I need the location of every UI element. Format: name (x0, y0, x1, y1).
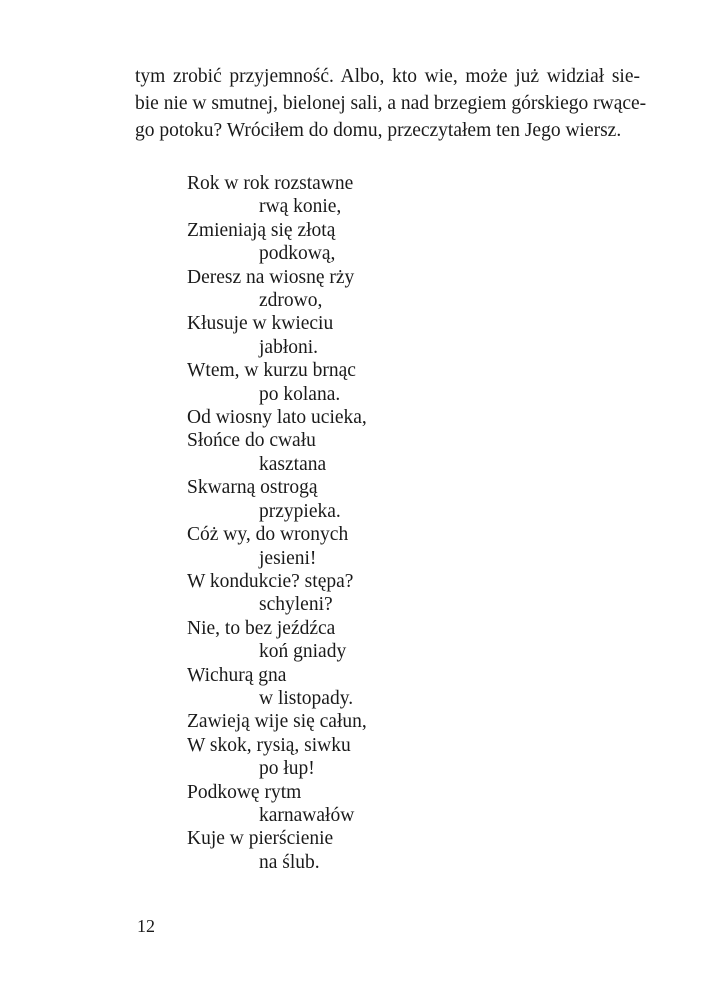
prose-paragraph (135, 63, 647, 144)
poem-line-indented: w listopady. (259, 687, 354, 709)
poem-line-indented: zdrowo, (259, 290, 323, 312)
poem-line: Wtem, w kurzu brnąc (187, 360, 356, 382)
poem-line: W skok, rysią, siwku (187, 734, 351, 756)
prose-line: tym zrobić przyjemność. Albo, kto wie, może już widział sie- (135, 66, 640, 87)
poem-line-indented: schyleni? (259, 594, 333, 616)
poem-line: Kuje w pierścienie (187, 828, 334, 850)
poem-line: Podkowę rytm (187, 781, 302, 803)
poem-line: Rok w rok rozstawne (187, 173, 354, 194)
poem-line: Zmieniają się złotą (187, 219, 336, 241)
poem-line: Zawieją wije się całun, (187, 711, 367, 733)
poem-line-indented: koń gniady (259, 641, 347, 663)
poem-line: Wichurą gna (187, 664, 287, 686)
poem-line: Słońce do cwału (187, 430, 316, 452)
poem (187, 172, 367, 874)
poem-line: Od wiosny lato ucieka, (187, 407, 367, 429)
poem-line: Nie, to bez jeźdźca (187, 617, 336, 639)
prose-line: go potoku? Wróciłem do domu, przeczytałem ten Jego wiersz. (135, 120, 622, 141)
poem-line-indented: przypieka. (259, 500, 341, 522)
poem-line-indented: rwą konie, (259, 196, 342, 218)
poem-line-indented: po łup! (259, 758, 315, 780)
poem-line-indented: na ślub. (259, 851, 320, 873)
poem-line: Cóż wy, do wronych (187, 524, 349, 546)
poem-line-indented: jabłoni. (259, 336, 319, 358)
poem-line: W kondukcie? stępa? (187, 570, 354, 592)
poem-line-indented: karnawałów (259, 804, 355, 826)
prose-line: bie nie w smutnej, bielonej sali, a nad brzegiem górskiego rwące- (135, 93, 647, 114)
poem-line-indented: podkową, (259, 243, 336, 265)
poem-line: Deresz na wiosnę rży (187, 266, 355, 288)
poem-line-indented: kasztana (259, 453, 327, 475)
page-number: 12 (137, 916, 155, 936)
poem-line: Skwarną ostrogą (187, 477, 318, 499)
poem-line-indented: jesieni! (259, 547, 317, 569)
poem-line-indented: po kolana. (259, 383, 341, 405)
poem-line: Kłusuje w kwieciu (187, 313, 334, 335)
